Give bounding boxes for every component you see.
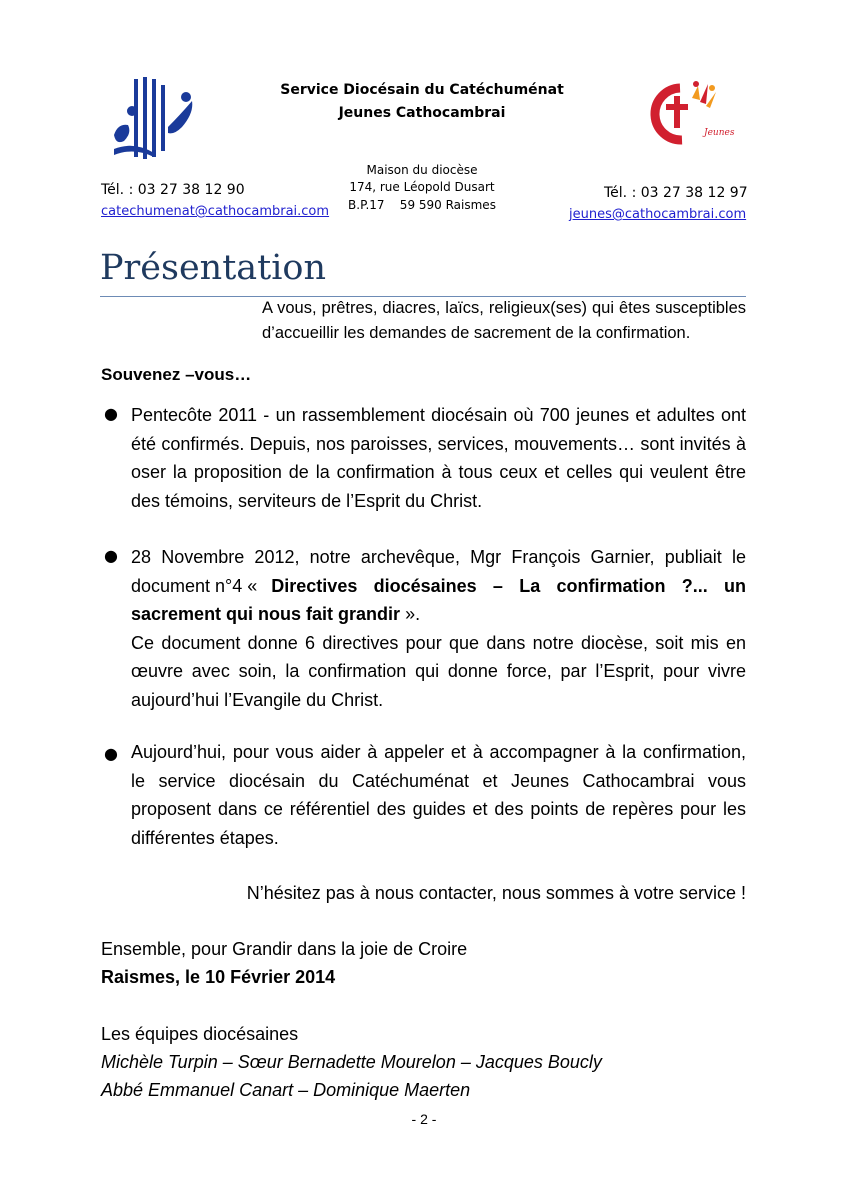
bullet-paragraph-1: [131, 401, 746, 515]
paragraph-line: proposent dans ce référentiel des guides et des points de repères pour les: [131, 799, 746, 819]
intro-line: d’accueillir les demandes de sacrement de la confirmation.: [262, 324, 691, 342]
service-name-line2: Jeunes Cathocambrai: [338, 105, 506, 121]
closing-line: N’hésitez pas à nous contacter, nous sommes à votre service !: [246, 883, 746, 903]
document-title-part2: sacrement qui nous fait grandir: [131, 604, 401, 624]
bullet-dot: ●: [104, 744, 118, 763]
right-email-link[interactable]: jeunes@cathocambrai.com: [569, 207, 747, 222]
catechumenat-logo-icon: [110, 75, 200, 165]
paragraph-line: [131, 572, 746, 601]
jeunes-logo: [642, 78, 742, 148]
motto: Ensemble, pour Grandir dans la joie de Croire: [101, 939, 468, 959]
bullet-paragraph-2: [131, 543, 746, 714]
left-phone: Tél. : 03 27 38 12 90: [101, 182, 245, 198]
paragraph-line: aujourd’hui l’Evangile du Christ.: [131, 689, 384, 710]
place-date: Raismes, le 10 Février 2014: [101, 967, 336, 987]
teams-label: Les équipes diocésaines: [101, 1024, 299, 1044]
intro-line: A vous, prêtres, diacres, laïcs, religieux(ses) qui êtes susceptibles: [262, 299, 746, 317]
address-line3: B.P.17 59 590 Raismes: [348, 198, 496, 212]
right-phone: Tél. : 03 27 38 12 97: [604, 185, 748, 201]
address-line1: Maison du diocèse: [366, 163, 478, 177]
service-name-line1: Service Diocésain du Catéchuménat: [280, 82, 564, 98]
team-names-line2: Abbé Emmanuel Canart – Dominique Maerten: [101, 1080, 471, 1100]
paragraph-line: [131, 600, 746, 629]
page-number: - 2 -: [411, 1111, 437, 1127]
paragraph-line: 28 Novembre 2012, notre archevêque, Mgr François Garnier, publiait le: [131, 547, 746, 567]
paragraph-line: Pentecôte 2011 - un rassemblement diocésain où 700 jeunes et adultes ont: [131, 405, 746, 425]
left-email-link[interactable]: catechumenat@cathocambrai.com: [101, 204, 330, 219]
page-title: Présentation: [100, 248, 327, 288]
bullet-dot: ●: [104, 546, 118, 565]
document-reference: document n°4 «: [131, 575, 258, 596]
address-line2: 174, rue Léopold Dusart: [349, 180, 495, 194]
paragraph-line: Aujourd’hui, pour vous aider à appeler et à accompagner à la confirmation,: [131, 742, 746, 762]
paragraph-line: différentes étapes.: [131, 827, 279, 848]
paragraph-line: oser la proposition de la confirmation à tous ceux et celles qui veulent être: [131, 462, 746, 482]
paragraph-line: le service diocésain du Catéchuménat et Jeunes Cathocambrai vous: [131, 770, 746, 791]
intro-paragraph: [262, 296, 746, 346]
jeunes-logo-text: Jeunes: [704, 128, 735, 138]
catechumenat-logo: [110, 75, 200, 165]
section-heading: Souvenez –vous…: [101, 365, 252, 384]
paragraph-line: œuvre avec soin, la confirmation qui donne force, par l’Esprit, pour vivre: [131, 661, 746, 681]
paragraph-line: été confirmés. Depuis, nos paroisses, services, mouvements… sont invités à: [131, 433, 746, 454]
document-title-close: ».: [400, 604, 421, 624]
bullet-paragraph-3: [131, 738, 746, 852]
document-title-part1: Directives diocésaines – La confirmation ?... un: [271, 575, 746, 596]
bullet-dot: ●: [104, 404, 118, 423]
paragraph-line: Ce document donne 6 directives pour que dans notre diocèse, soit mis en: [131, 632, 746, 653]
paragraph-line: des témoins, serviteurs de l’Esprit du Christ.: [131, 490, 483, 511]
team-names-line1: Michèle Turpin – Sœur Bernadette Mourelon – Jacques Boucly: [101, 1052, 602, 1072]
